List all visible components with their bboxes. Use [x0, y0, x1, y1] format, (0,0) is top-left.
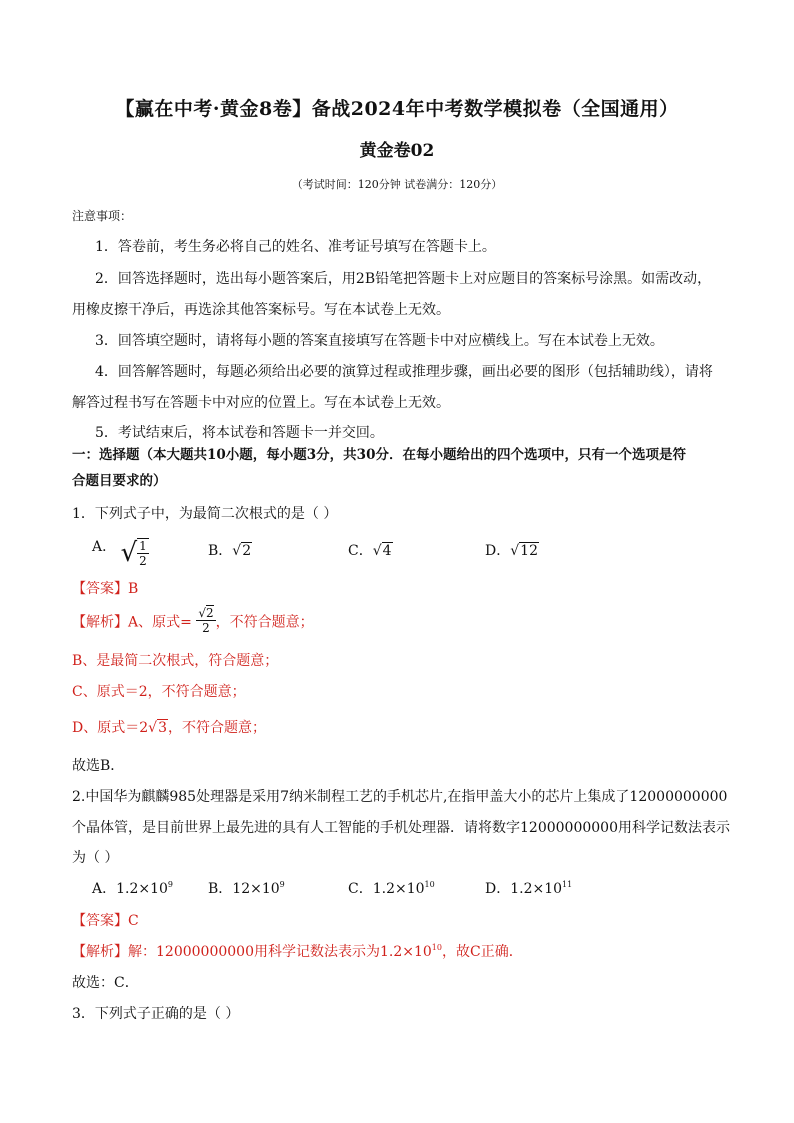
q1-option-c: C．√4 — [348, 543, 392, 559]
q1-analysis-d-rad: 3 — [158, 720, 167, 736]
question-3-stem: 3．下列式子正确的是（ ） — [72, 1006, 240, 1022]
question-1-stem: 1．下列式子中，为最简二次根式的是（ ） — [72, 506, 338, 522]
q1-analysis-label: 【解析】 — [72, 614, 128, 631]
q1-analysis-a-text: A、原式 — [128, 614, 181, 631]
q1-option-c-radicand: 4 — [382, 543, 392, 559]
q1-option-a-denominator: 2 — [139, 554, 147, 568]
q1-analysis-b: B、是最简二次根式，符合题意； — [72, 653, 279, 669]
question-2-line-1: 2.中国华为麒麟985处理器是采用7纳米制程工艺的手机芯片,在指甲盖大小的芯片上集成了12000000000 — [72, 789, 728, 805]
q2-analysis-exp: 10 — [431, 943, 442, 952]
q1-analysis-d-post: ，不符合题意； — [167, 720, 266, 736]
q1-option-d-radicand: 12 — [520, 543, 538, 559]
q2-option-b-exp: 9 — [279, 880, 285, 889]
q1-option-a-numerator: 1 — [139, 539, 147, 553]
q1-conclusion: 故选B． — [72, 758, 125, 774]
q1-analysis-a: 【解析】A、原式= $\frac{√2}{2}$ ，不符合题意； — [72, 606, 314, 635]
notice-item-4-cont: 解答过程书写在答题卡中对应的位置上。写在本试卷上无效。 — [72, 395, 450, 411]
q1-option-b-radicand: 2 — [242, 543, 252, 559]
q2-option-a — [92, 878, 173, 898]
paper-subtitle: 黄金卷02 — [359, 141, 435, 161]
question-2-line-3: 为（ ） — [72, 850, 119, 866]
q1-analysis-a-equals: = — [180, 614, 192, 631]
q1-analysis-d: D、原式＝2√3，不符合题意； — [72, 720, 266, 736]
q2-option-c-exp: 10 — [424, 880, 435, 889]
q1-analysis-a-num: 2 — [205, 606, 214, 620]
q1-option-d-label: D． — [485, 543, 511, 559]
q1-option-d: D．√12 — [485, 543, 538, 559]
q2-option-d-text: D．1.2×10 — [485, 881, 563, 897]
q2-analysis-text: 解：12000000000用科学记数法表示为1.2×10 — [128, 944, 432, 960]
q1-option-b: B．√2 — [208, 543, 252, 559]
q1-analysis-c: C、原式＝2，不符合题意； — [72, 684, 246, 700]
q1-option-a-label: A． — [92, 539, 117, 555]
q2-option-c-text: C．1.2×10 — [348, 881, 425, 897]
q1-analysis-d-pre: D、原式＝2 — [72, 720, 149, 736]
page-title: 【赢在中考·黄金8卷】备战2024年中考数学模拟卷（全国通用） — [115, 98, 679, 120]
notice-item-4: 4．回答解答题时，每题必须给出必要的演算过程或推理步骤，画出必要的图形（包括辅助线），请将 — [95, 364, 713, 380]
q1-analysis-a-post: ，不符合题意； — [215, 614, 314, 631]
q2-analysis — [72, 941, 523, 961]
notice-item-5: 5．考试结束后，将本试卷和答题卡一并交回。 — [95, 425, 384, 441]
q2-option-c — [348, 878, 435, 898]
q1-analysis-a-den: 2 — [202, 621, 210, 635]
section-heading: 一：选择题（本大题共10小题，每小题3分，共30分．在每小题给出的四个选项中，只有一个选项是符 — [72, 447, 686, 463]
q1-answer — [72, 578, 138, 598]
question-2-line-2: 个晶体管，是目前世界上最先进的具有人工智能的手机处理器．请将数字12000000000用科学记数法表示 — [72, 820, 730, 836]
q2-option-d — [485, 878, 572, 898]
q2-answer-label: 【答案】 — [72, 913, 128, 929]
q2-analysis-label: 【解析】 — [72, 944, 128, 960]
q2-conclusion: 故选：C． — [72, 975, 139, 991]
exam-info: （考试时间：120分钟 试卷满分：120分） — [291, 178, 503, 191]
q2-option-b-text: B．12×10 — [208, 881, 280, 897]
q1-answer-value: B — [128, 581, 139, 597]
q1-option-c-label: C． — [348, 543, 373, 559]
q1-option-a: A． √ $\frac{1}{2}$ — [92, 538, 147, 568]
notice-item-2-cont: 用橡皮擦干净后，再选涂其他答案标号。写在本试卷上无效。 — [72, 302, 450, 318]
q2-answer-value: C — [128, 913, 139, 929]
q2-option-b — [208, 878, 285, 898]
notice-heading: 注意事项： — [72, 209, 133, 223]
notice-item-1: 1．答卷前，考生务必将自己的姓名、准考证号填写在答题卡上。 — [95, 239, 496, 255]
q2-option-d-exp: 11 — [562, 880, 573, 889]
q2-analysis-post: ，故C正确． — [441, 944, 523, 960]
notice-item-2: 2．回答选择题时，选出每小题答案后，用2B铅笔把答题卡上对应题目的答案标号涂黑。如需改动， — [95, 271, 712, 287]
section-heading-cont: 合题目要求的） — [72, 473, 167, 489]
notice-item-3: 3．回答填空题时，请将每小题的答案直接填写在答题卡中对应横线上。写在本试卷上无效。 — [95, 333, 664, 349]
q1-option-b-label: B． — [208, 543, 233, 559]
q1-answer-label: 【答案】 — [72, 581, 128, 597]
q2-option-a-text: A．1.2×10 — [92, 881, 168, 897]
q2-answer — [72, 910, 139, 930]
q2-option-a-exp: 9 — [167, 880, 174, 889]
